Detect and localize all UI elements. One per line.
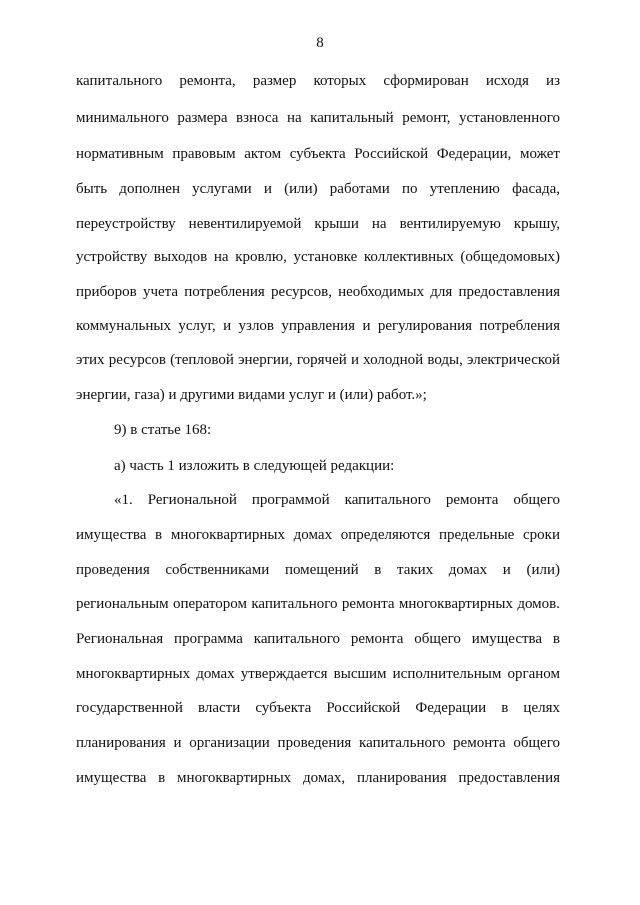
text-line: 9) в статье 168: [114, 422, 212, 438]
text-line: капитального ремонта, размер которых сформирован исходя из [76, 73, 560, 89]
text-line: «1. Региональной программой капитального ремонта общего [114, 492, 560, 508]
text-line: быть дополнен услугами и (или) работами по утеплению фасада, [76, 181, 560, 197]
text-line: нормативным правовым актом субъекта Российской Федерации, может [76, 146, 560, 162]
text-line: имущества в многоквартирных домах определяются предельные сроки [76, 527, 560, 543]
text-line: Региональная программа капитального ремонта общего имущества в [76, 631, 560, 647]
text-line: проведения собственниками помещений в таких домах и (или) [76, 562, 560, 578]
text-line: устройству выходов на кровлю, установке коллективных (общедомовых) [76, 249, 560, 265]
text-line: государственной власти субъекта Российской Федерации в целях [76, 700, 560, 716]
text-line: а) часть 1 изложить в следующей редакции: [114, 458, 395, 474]
text-line: многоквартирных домах утверждается высшим исполнительным органом [76, 666, 560, 682]
text-line: минимального размера взноса на капитальный ремонт, установленного [76, 110, 560, 126]
text-line: переустройству невентилируемой крыши на вентилируемую крышу, [76, 216, 560, 232]
text-line: планирования и организации проведения капитального ремонта общего [76, 735, 560, 751]
text-line: региональным оператором капитального ремонта многоквартирных домов. [76, 596, 560, 612]
page-number: 8 [316, 35, 324, 51]
text-line: этих ресурсов (тепловой энергии, горячей и холодной воды, электрической [76, 352, 560, 368]
text-line: приборов учета потребления ресурсов, необходимых для предоставления [76, 284, 560, 300]
text-line: энергии, газа) и другими видами услуг и (или) работ.»; [76, 387, 427, 403]
text-line: коммунальных услуг, и узлов управления и регулирования потребления [76, 318, 560, 334]
text-line: имущества в многоквартирных домах, планирования предоставления [76, 770, 560, 786]
